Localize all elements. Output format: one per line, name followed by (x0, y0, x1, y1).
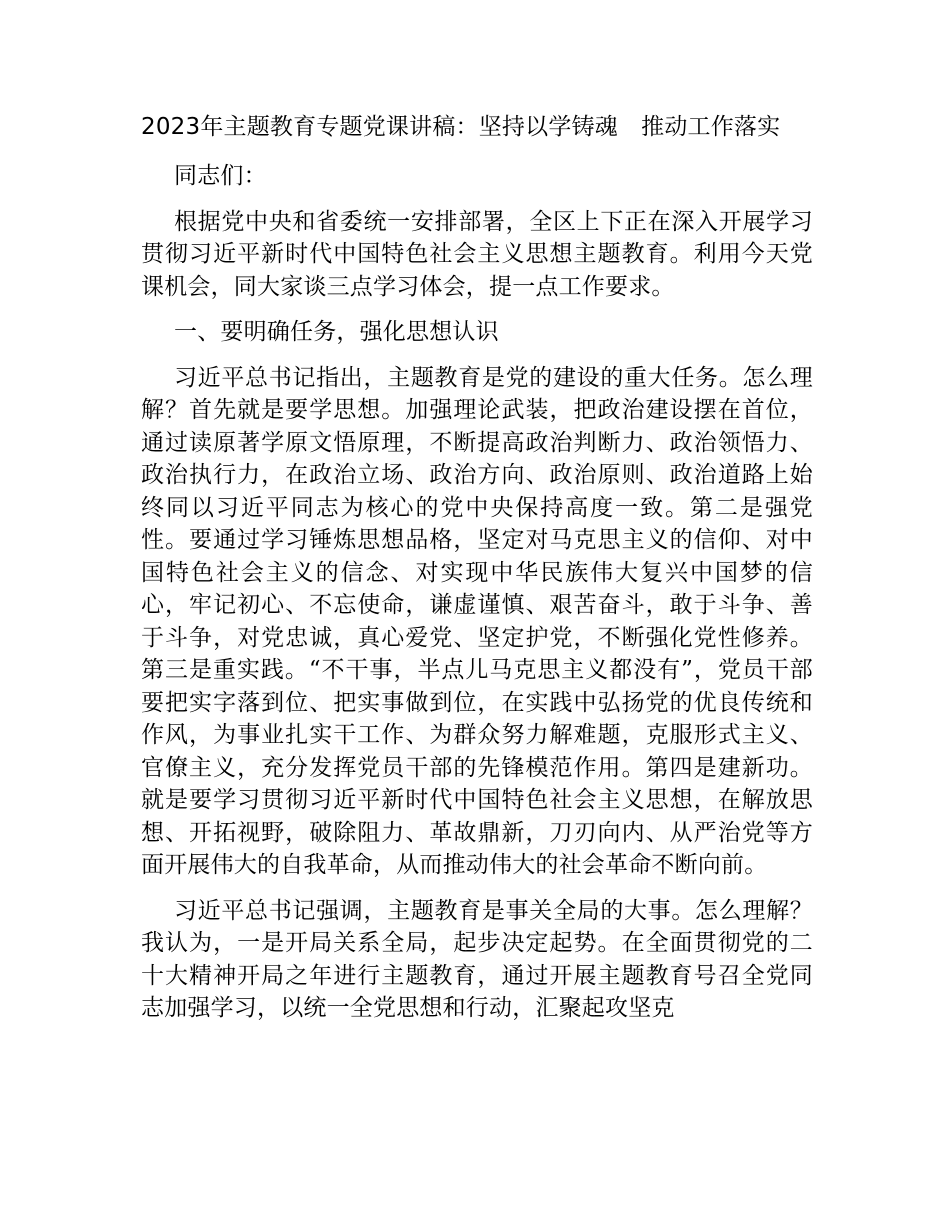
paragraph-body: 习近平总书记强调，主题教育是事关全局的大事。怎么理解？我认为，一是开局关系全局，起步决定起势。在全面贯彻党的二十大精神开局之年进行主题教育，通过开展主题教育号召全党同志加强学习，以统一全党思想和行动，汇聚起攻坚克 (141, 897, 813, 1021)
section-heading-1: 一、要明确任务，强化思想认识 (174, 319, 499, 345)
paragraph-intro: 根据党中央和省委统一安排部署，全区上下正在深入开展学习贯彻习近平新时代中国特色社会主义思想主题教育。利用今天党课机会，同大家谈三点学习体会，提一点工作要求。 (141, 208, 813, 300)
document-title: 2023年主题教育专题党课讲稿：坚持以学铸魂 推动工作落实 (141, 114, 781, 140)
paragraph-body: 习近平总书记指出，主题教育是党的建设的重大任务。怎么理解？首先就是要学思想。加强理论武装，把政治建设摆在首位，通过读原著学原文悟原理，不断提高政治判断力、政治领悟力、政治执行力，在政治立场、政治方向、政治原则、政治道路上始终同以习近平同志为核心的党中央保持高度一致。第二是强党性。要通过学习锤炼思想品格，坚定对马克思主义的信仰、对中国特色社会主义的信念、对实现中华民族伟大复兴中国梦的信心，牢记初心、不忘使命，谦虚谨慎、艰苦奋斗，敢于斗争、善于斗争，对党忠诚，真心爱党、坚定护党，不断强化党性修养。第三是重实践。“不干事，半点儿马克思主义都没有”，党员干部要把实字落到位、把实事做到位，在实践中弘扬党的优良传统和作风，为事业扎实干工作、为群众努力解难题，克服形式主义、官僚主义，充分发挥党员干部的先锋模范作用。第四是建新功。就是要学习贯彻习近平新时代中国特色社会主义思想，在解放思想、开拓视野，破除阻力、革故鼎新，刀刃向内、从严治党等方面开展伟大的自我革命，从而推动伟大的社会革命不断向前。 (141, 364, 813, 878)
greeting: 同志们： (174, 163, 267, 189)
document-body (141, 110, 813, 1038)
